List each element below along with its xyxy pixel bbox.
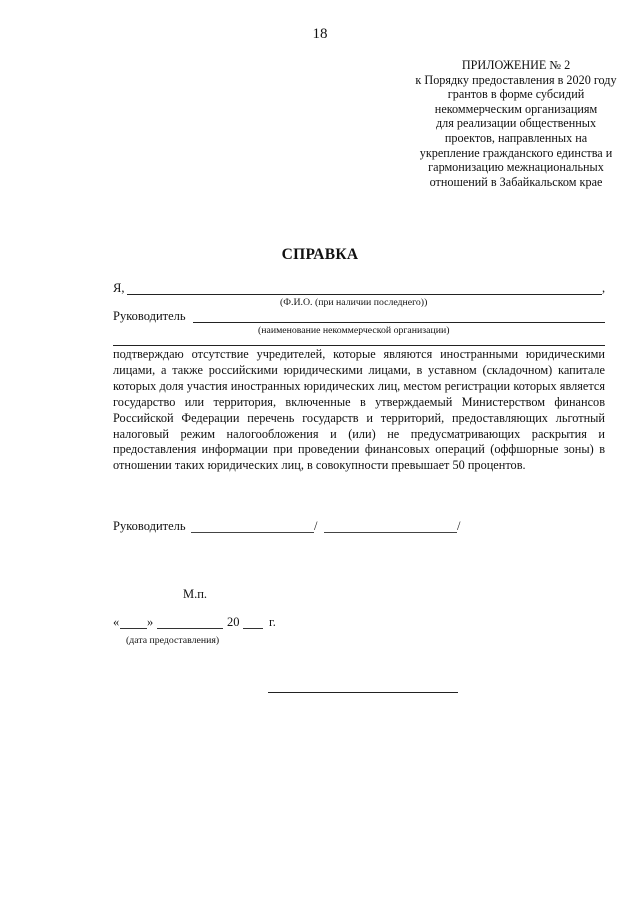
date-hint: (дата предоставления) — [126, 635, 220, 646]
date-open-quote: « — [113, 615, 120, 629]
signature-name-blank-line — [324, 532, 457, 533]
signature-slash: / — [457, 519, 461, 533]
signature-row — [113, 519, 513, 537]
appendix-line: грантов в форме субсидий — [447, 87, 585, 102]
date-year-blank-line — [243, 628, 263, 629]
fio-row — [113, 281, 608, 297]
appendix-line: ПРИЛОЖЕНИЕ № 2 — [461, 58, 571, 72]
appendix-line: укрепление гражданского единства и — [419, 145, 613, 160]
certificate-body-text: подтверждаю отсутствие учредителей, которые являются иностранными юридическими лицами, а также российскими юридическими лицами, в уставном (складочном) капитале которых доля участия иностранных юридических лиц, местом регистрации которых является государство или территория, включенные в утверждаемый Министерством финансов Российской Федерации перечень государств и территорий, предоставляющих льготный налоговый режим налогообложения и (или) не предусматривающих раскрытия и предоставления информации при проведении финансовых операций (оффшорные зоны) в отношении таких юридических лиц, в совокупности превышает 50 процентов. — [113, 347, 605, 473]
org-continuation-line — [113, 345, 605, 346]
date-month-blank-line — [157, 628, 223, 629]
appendix-line: проектов, направленных на — [444, 130, 588, 145]
appendix-line: для реализации общественных — [435, 116, 597, 131]
appendix-line: гармонизацию межнациональных — [428, 160, 604, 175]
fio-hint: (Ф.И.О. (при наличии последнего)) — [280, 297, 428, 308]
page-number: 18 — [312, 26, 328, 42]
stamp-placeholder: М.п. — [183, 587, 208, 601]
fio-trailing-comma: , — [602, 281, 606, 295]
bottom-signature-line — [268, 692, 458, 693]
appendix-line: к Порядку предоставления в 2020 году — [415, 72, 617, 87]
fio-blank-line — [127, 294, 602, 295]
org-head-row — [113, 309, 608, 325]
signature-blank-line — [191, 532, 314, 533]
date-row — [113, 615, 313, 633]
org-head-label: Руководитель — [113, 309, 186, 323]
date-close-quote: » — [147, 615, 154, 629]
document-title: СПРАВКА — [281, 246, 359, 263]
fio-label: Я, — [113, 281, 125, 295]
org-head-blank-line — [193, 322, 605, 323]
date-year-prefix: 20 — [227, 615, 240, 629]
appendix-header — [405, 58, 627, 189]
org-hint: (наименование некоммерческой организации) — [258, 325, 450, 336]
date-day-blank-line — [120, 628, 147, 629]
signature-label: Руководитель — [113, 519, 186, 533]
date-year-suffix: г. — [269, 615, 276, 629]
appendix-line: некоммерческим организациям — [434, 101, 598, 116]
appendix-line: отношений в Забайкальском крае — [429, 174, 603, 189]
signature-slash: / — [314, 519, 318, 533]
